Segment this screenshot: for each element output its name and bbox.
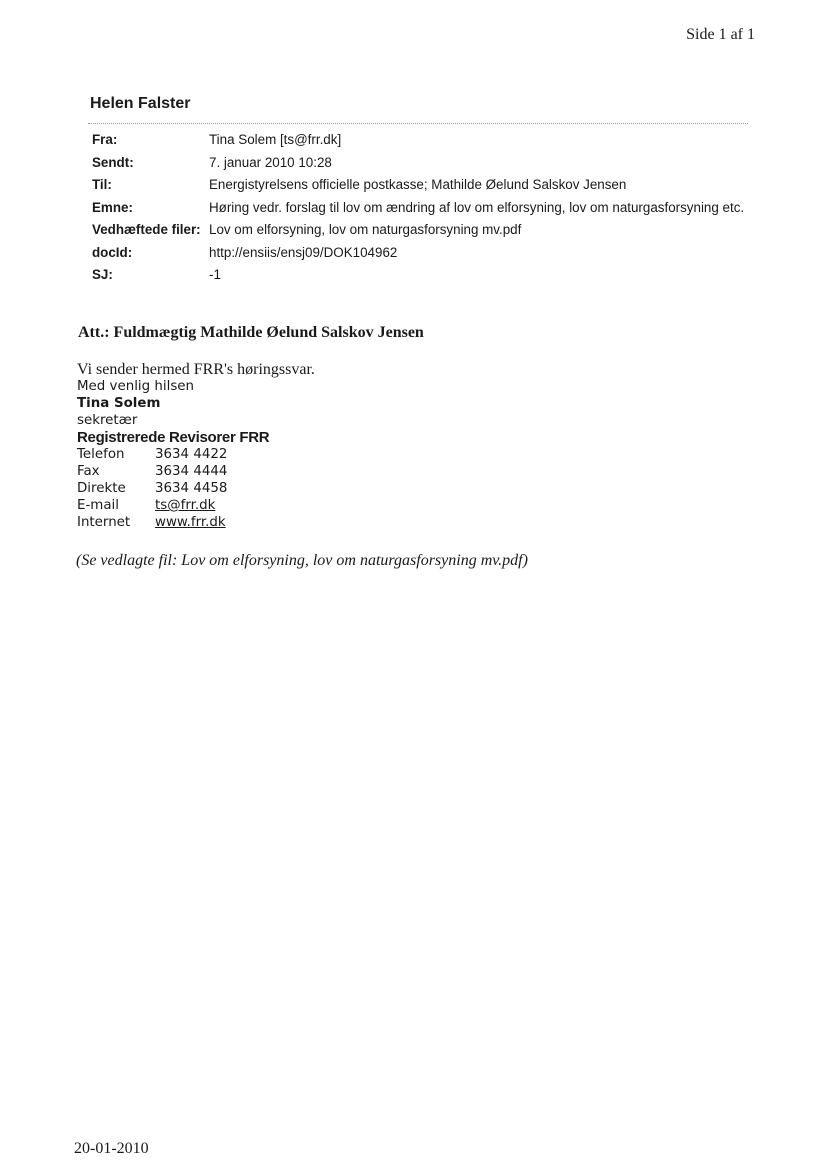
signature-title: sekretær [77, 413, 138, 428]
contact-label: E-mail [77, 498, 119, 513]
header-label: Emne: [92, 199, 133, 215]
header-value: Lov om elforsyning, lov om naturgasforsyning mv.pdf [209, 222, 522, 237]
header-row-attachments [92, 222, 752, 245]
attention-line: Att.: Fuldmægtig Mathilde Øelund Salskov Jensen [78, 324, 424, 341]
contact-label: Telefon [77, 447, 125, 462]
contact-label: Fax [77, 464, 100, 479]
header-value: Energistyrelsens officielle postkasse; Mathilde Øelund Salskov Jensen [209, 177, 627, 192]
header-row-from [92, 132, 752, 155]
contact-value: 3634 4458 [155, 481, 228, 496]
contact-row-internet [77, 514, 227, 531]
header-value: -1 [209, 267, 221, 282]
header-label: Fra: [92, 132, 118, 147]
contact-row-phone [77, 446, 227, 463]
signature-name: Tina Solem [77, 396, 161, 411]
header-value: Tina Solem [ts@frr.dk] [209, 132, 342, 147]
header-label: Til: [92, 177, 112, 192]
contact-row-email [77, 497, 227, 514]
contact-row-fax [77, 463, 227, 480]
body-intro: Vi sender hermed FRR's høringssvar. [77, 361, 315, 378]
contact-label: Direkte [77, 481, 126, 496]
header-row-sj [92, 267, 752, 290]
contact-value: 3634 4444 [155, 464, 228, 479]
email-signature [77, 378, 269, 531]
email-link[interactable]: ts@frr.dk [155, 498, 216, 513]
contact-label: Internet [77, 515, 131, 530]
signature-contacts [77, 446, 227, 531]
header-value: Høring vedr. forslag til lov om ændring af lov om elforsyning, lov om naturgasforsyning etc. [209, 199, 745, 215]
header-value: 7. januar 2010 10:28 [209, 154, 332, 170]
header-value: http://ensiis/ensj09/DOK104962 [209, 244, 398, 260]
header-label: SJ: [92, 267, 113, 282]
signature-company: Registrerede Revisorer FRR [77, 429, 270, 446]
header-row-subject [92, 200, 752, 223]
header-label: Vedhæftede filer: [92, 222, 201, 237]
website-link[interactable]: www.frr.dk [155, 515, 226, 530]
contact-value-cell [155, 497, 227, 514]
header-label: Sendt: [92, 154, 134, 170]
contact-value-cell [155, 514, 227, 531]
attachment-note: (Se vedlagte fil: Lov om elforsyning, lov om naturgasforsyning mv.pdf) [76, 552, 528, 569]
contact-value: 3634 4422 [155, 447, 228, 462]
mailbox-owner-name: Helen Falster [90, 95, 191, 112]
header-row-docid [92, 245, 752, 268]
footer-date: 20-01-2010 [74, 1140, 149, 1157]
page-number: Side 1 af 1 [686, 26, 755, 43]
header-label: docId: [92, 244, 133, 260]
contact-row-direct [77, 480, 227, 497]
header-row-sent [92, 155, 752, 178]
signature-closing: Med venlig hilsen [77, 379, 195, 394]
header-divider [88, 123, 748, 124]
header-row-to [92, 177, 752, 200]
email-header-table [92, 132, 752, 290]
